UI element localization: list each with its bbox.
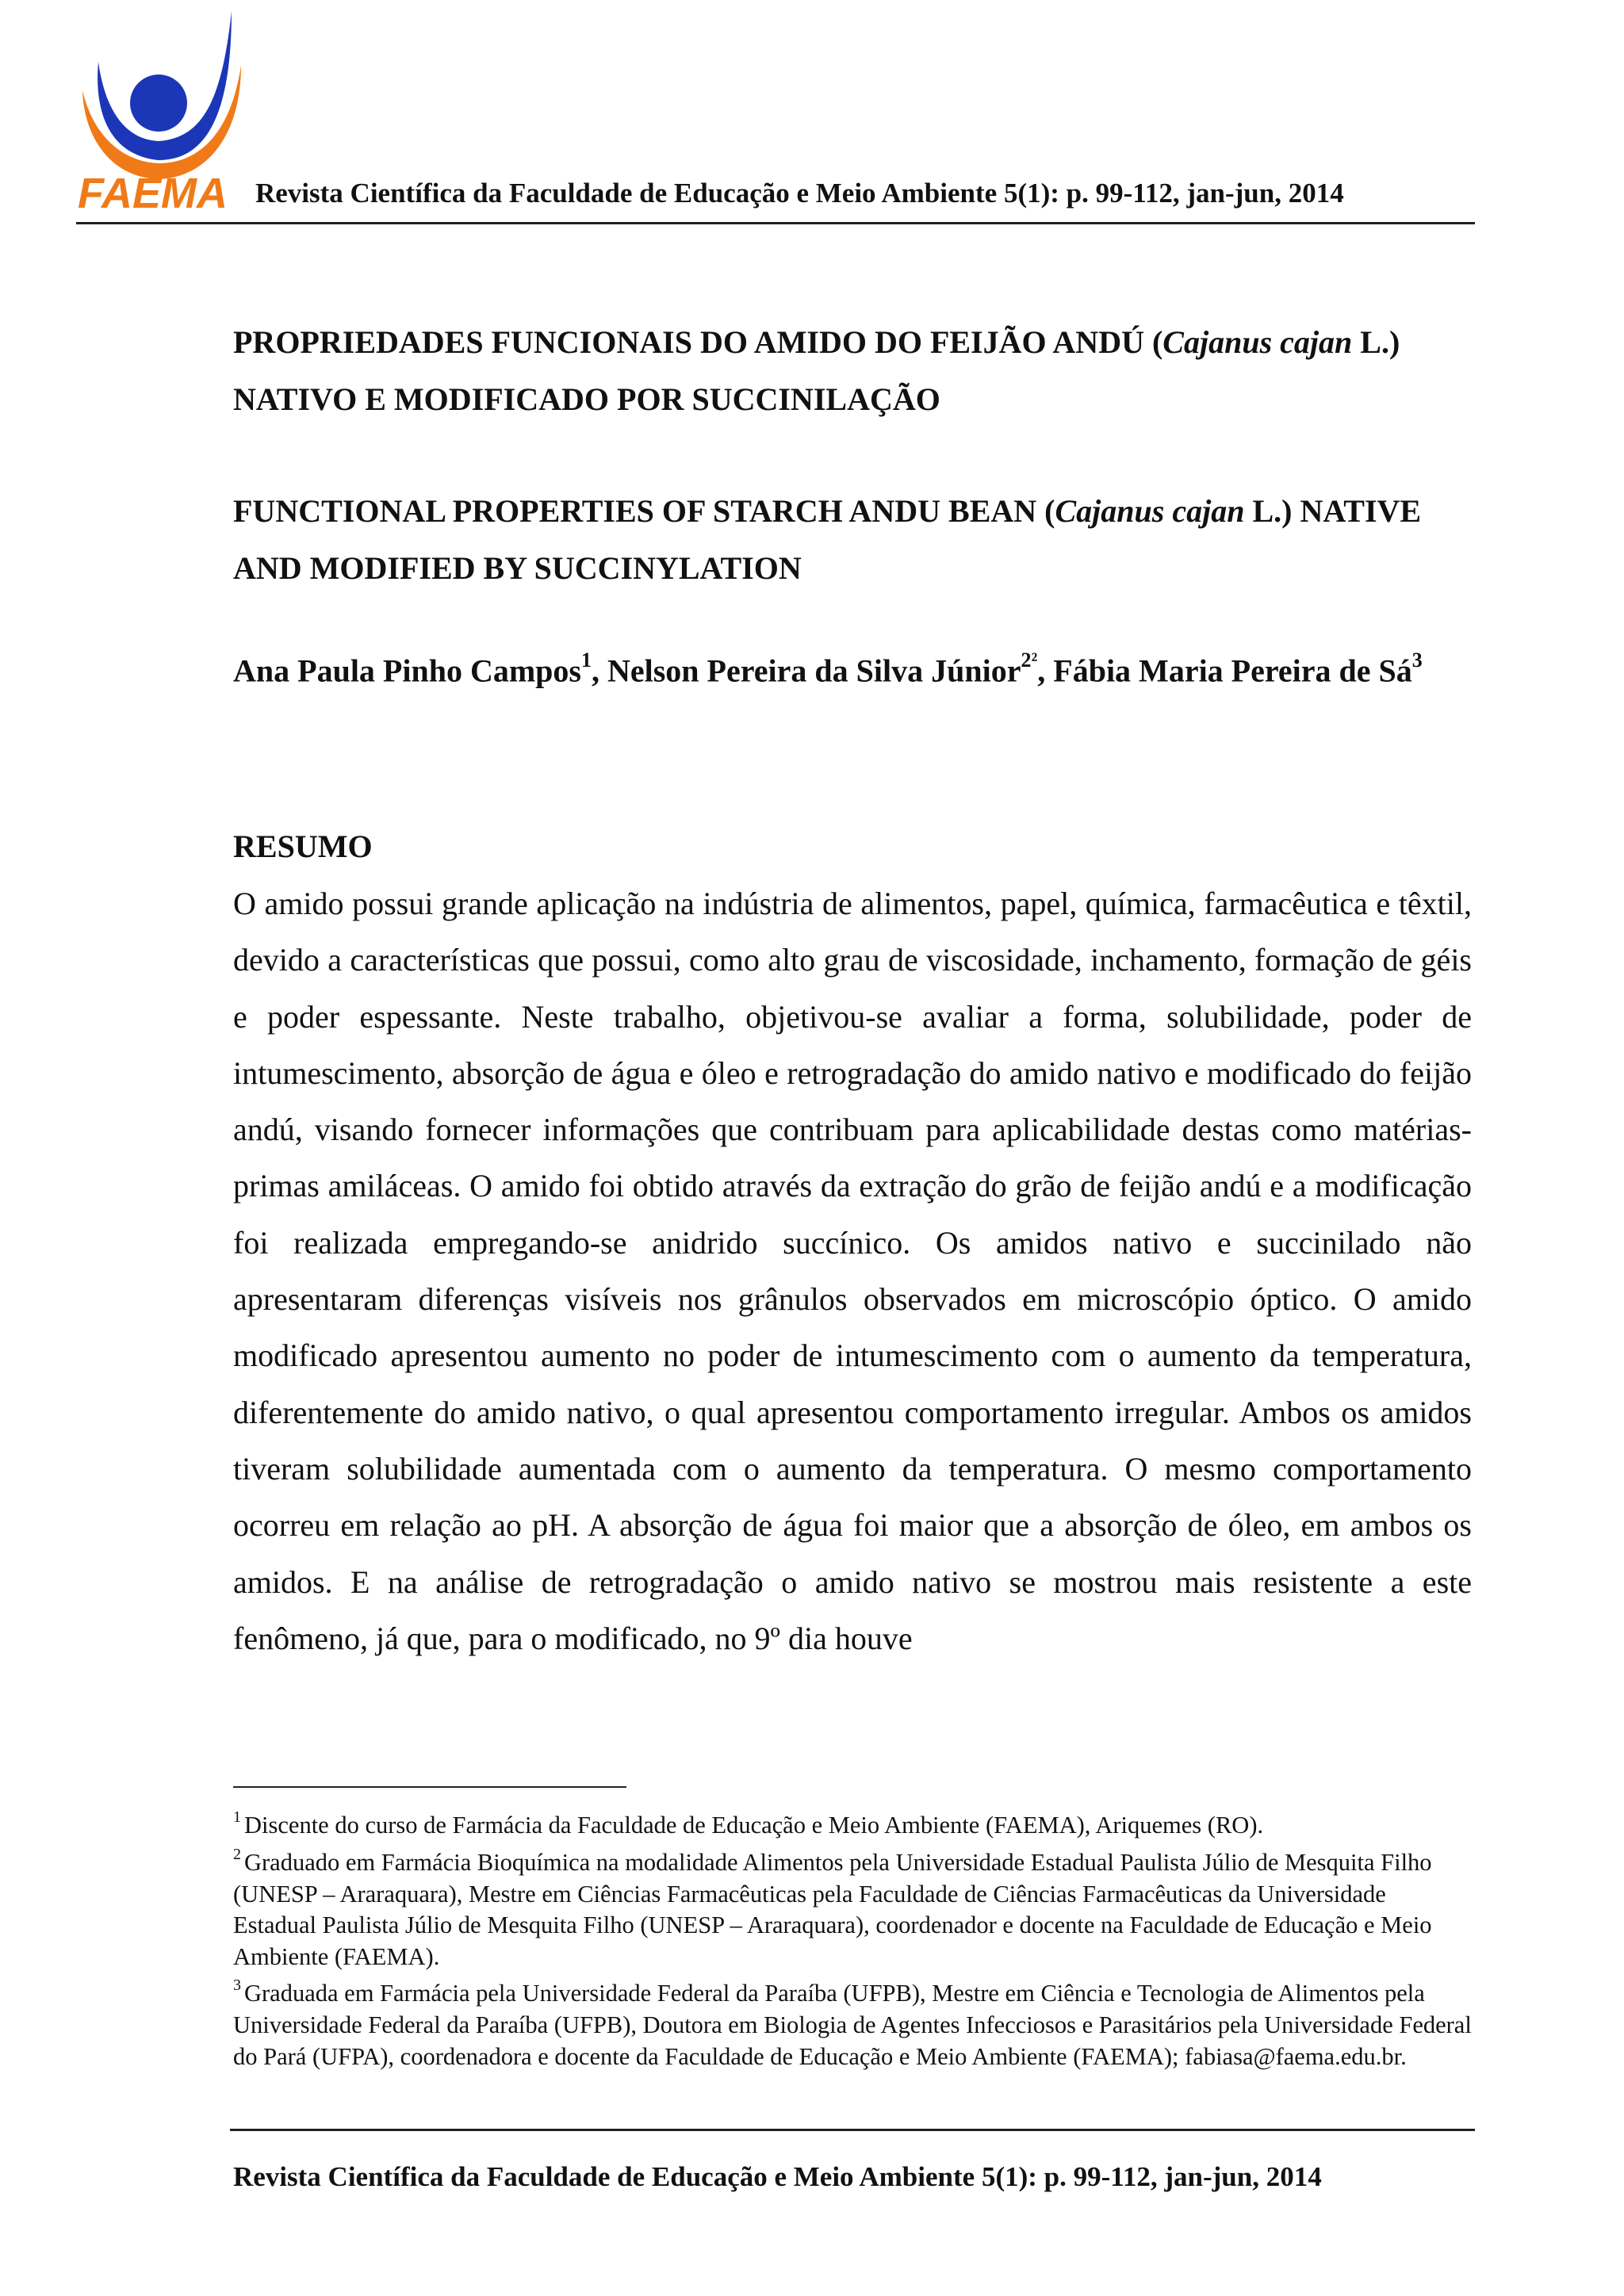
footer-divider xyxy=(230,2129,1475,2131)
faema-logo xyxy=(76,5,244,212)
author-affiliation: 1 xyxy=(580,649,592,672)
footnote xyxy=(233,1973,1475,2072)
author-list xyxy=(233,649,1502,689)
author-name: Nelson Pereira da Silva Júnior xyxy=(607,652,1021,689)
footnote-text: Graduada em Farmácia pela Universidade Federal da Paraíba (UFPB), Mestre em Ciência e Tecnologia de Alimentos pela Universidade Federal da Paraíba (UFPB), Doutora em Biologia de Agentes Infecciosos e Parasitários pela Universidade Federal do Pará (UFPA), coordenadora e docente da Faculdade de Educação e Meio Ambiente (FAEMA); fabiasa@faema.edu.br. xyxy=(233,1980,1472,2070)
author-separator: , xyxy=(591,652,607,689)
footnote xyxy=(233,1842,1475,1973)
title-english-part1: FUNCTIONAL PROPERTIES OF STARCH ANDU BEAN ( xyxy=(233,493,1055,529)
footnote-number: 3 xyxy=(233,1976,241,1995)
faema-logo-text: FAEMA xyxy=(78,170,228,212)
author-separator: , xyxy=(1037,652,1054,689)
running-header: Revista Científica da Faculdade de Educação e Meio Ambiente 5(1): p. 99-112, jan-jun, 2014 xyxy=(255,178,1344,209)
footnote xyxy=(233,1804,1475,1842)
footnote-number: 1 xyxy=(233,1808,241,1826)
footnote-divider xyxy=(233,1786,626,1788)
abstract-body: O amido possui grande aplicação na indústria de alimentos, papel, química, farmacêutica e têxtil, devido a características que possui, como alto grau de viscosidade, inchamento, formação de géis e poder espessante. Neste trabalho, objetivou-se avaliar a forma, solubilidade, poder de intumescimento, absorção de água e óleo e retrogradação do amido nativo e modificado do feijão andú, visando fornecer informações que contribuam para aplicabilidade destas como matérias-primas amiláceas. O amido foi obtido através da extração do grão de feijão andú e a modificação foi realizada empregando-se anidrido succínico. Os amidos nativo e succinilado não apresentaram diferenças visíveis nos grânulos observados em microscópio óptico. O amido modificado apresentou aumento no poder de intumescimento com o aumento da temperatura, diferentemente do amido nativo, o qual apresentou comportamento irregular. Ambos os amidos tiveram solubilidade aumentada com o aumento da temperatura. O mesmo comportamento ocorreu em relação ao pH. A absorção de água foi maior que a absorção de óleo, em ambos os amidos. E na análise de retrogradação o amido nativo se mostrou mais resistente a este fenômeno, já que, para o modificado, no 9º dia houve xyxy=(233,886,1472,1656)
author-affiliation: 2² xyxy=(1021,649,1038,672)
author-name: Fábia Maria Pereira de Sá xyxy=(1053,652,1412,689)
title-portuguese xyxy=(233,314,1475,428)
footnote-text: Discente do curso de Farmácia da Faculdade de Educação e Meio Ambiente (FAEMA), Ariquemes (RO). xyxy=(244,1812,1264,1839)
title-english xyxy=(233,483,1475,597)
author-name: Ana Paula Pinho Campos xyxy=(233,652,581,689)
running-footer: Revista Científica da Faculdade de Educação e Meio Ambiente 5(1): p. 99-112, jan-jun, 2014 xyxy=(233,2161,1322,2192)
footnotes xyxy=(233,1804,1475,2072)
title-portuguese-species: Cajanus cajan xyxy=(1162,324,1353,360)
footnote-text: Graduado em Farmácia Bioquímica na modalidade Alimentos pela Universidade Estadual Paulista Júlio de Mesquita Filho (UNESP – Araraquara), Mestre em Ciências Farmacêuticas pela Faculdade de Ciências Farmacêuticas da Universidade Estadual Paulista Júlio de Mesquita Filho (UNESP – Araraquara), coordenador e docente na Faculdade de Educação e Meio Ambiente (FAEMA). xyxy=(233,1848,1432,1970)
author-affiliation: 3 xyxy=(1411,649,1423,672)
title-portuguese-part1: PROPRIEDADES FUNCIONAIS DO AMIDO DO FEIJÃO ANDÚ ( xyxy=(233,324,1163,360)
title-portuguese-part2: L.) NATIVO E MODIFICADO POR SUCCINILAÇÃO xyxy=(233,324,1400,417)
title-english-species: Cajanus cajan xyxy=(1055,493,1245,529)
header-divider xyxy=(76,222,1475,224)
title-english-part2: L.) NATIVE AND MODIFIED BY SUCCINYLATION xyxy=(233,493,1422,586)
footnote-number: 2 xyxy=(233,1845,241,1863)
abstract-heading: RESUMO xyxy=(233,828,373,864)
